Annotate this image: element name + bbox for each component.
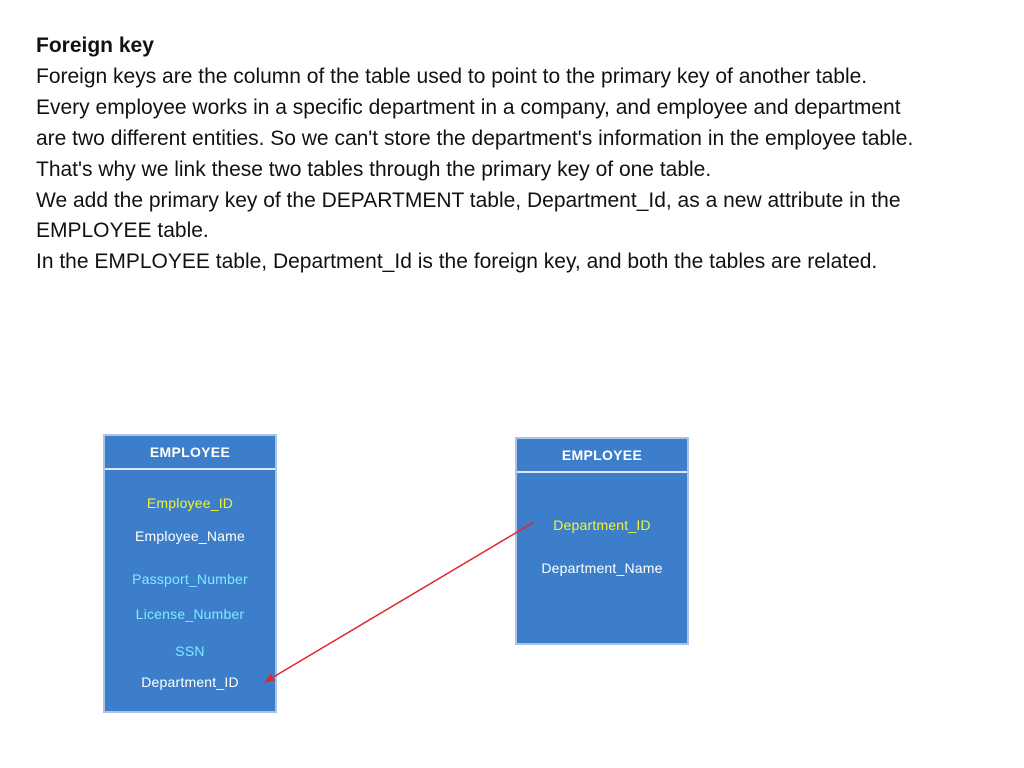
paragraph-add-key: We add the primary key of the DEPARTMENT table, Department_Id, as a new attribute in the EMPLOYEE table. — [36, 188, 901, 243]
attribute-ssn: SSN — [175, 643, 205, 659]
paragraph-definition: Foreign keys are the column of the table used to point to the primary key of another table. — [36, 64, 868, 88]
attribute-passport-number: Passport_Number — [132, 571, 248, 587]
employee-entity-table — [103, 434, 277, 713]
attribute-department-id-primary-key: Department_ID — [553, 517, 651, 533]
attribute-department-name: Department_Name — [541, 560, 663, 576]
department-table-title: EMPLOYEE — [517, 439, 687, 473]
department-entity-table — [515, 437, 689, 645]
text-block — [36, 31, 936, 278]
attribute-department-id-foreign-key: Department_ID — [141, 674, 239, 690]
paragraph-example: Every employee works in a specific department in a company, and employee and department are two different entities. So we can't store the department's information in the employee table. That's why we link these two tables through the primary key of one table. — [36, 95, 914, 181]
attribute-employee-id: Employee_ID — [146, 495, 234, 511]
heading: Foreign key — [36, 34, 154, 57]
attribute-license-number: License_Number — [135, 606, 245, 622]
attribute-employee-name: Employee_Name — [135, 528, 245, 544]
foreign-key-arrow-line — [265, 522, 534, 682]
employee-table-title: EMPLOYEE — [105, 436, 275, 470]
paragraph-conclusion: In the EMPLOYEE table, Department_Id is the foreign key, and both the tables are related. — [36, 250, 878, 274]
